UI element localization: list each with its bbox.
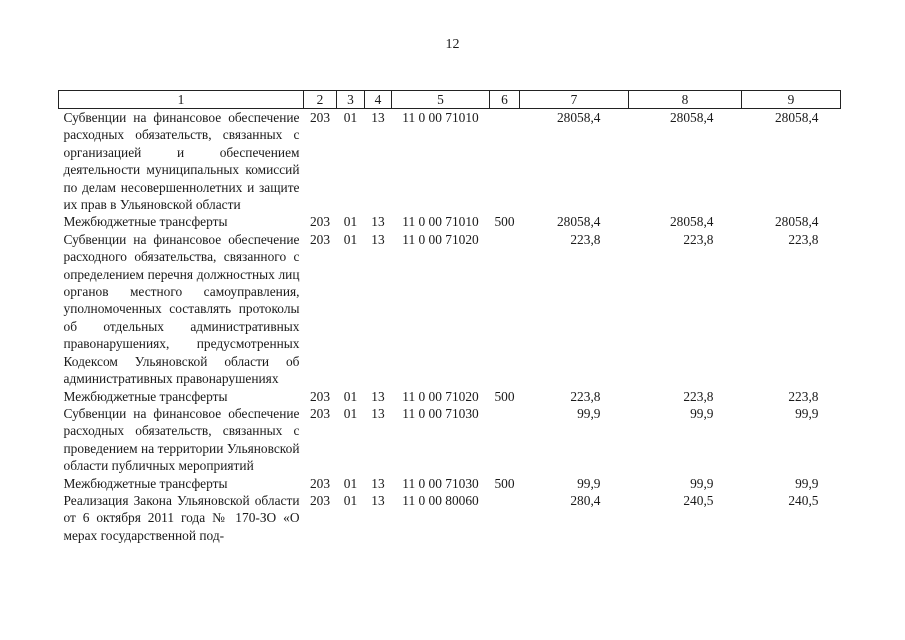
table-row — [59, 231, 841, 388]
page-number: 12 — [445, 37, 460, 52]
row-subsection-code: 13 — [371, 405, 385, 421]
row-name: Межбюджетные трансферты — [63, 214, 228, 230]
row-expense-type — [490, 231, 520, 388]
row-target-code: 11 0 00 71010 — [402, 214, 479, 230]
row-expense-type: 500 — [494, 388, 515, 404]
row-subsection-code: 13 — [371, 214, 385, 230]
table-row — [59, 405, 841, 475]
table-row — [59, 213, 841, 230]
row-expense-type — [490, 492, 520, 544]
row-target-code: 11 0 00 71010 — [402, 110, 479, 125]
row-subsection-code: 13 — [371, 110, 385, 125]
column-header-expense-type: 6 — [490, 91, 520, 109]
row-ministry-code: 203 — [309, 492, 331, 508]
column-header-target-code: 5 — [392, 91, 490, 109]
row-section-code: 01 — [343, 110, 358, 125]
row-target-code: 11 0 00 80060 — [402, 492, 479, 508]
table-row — [59, 109, 841, 214]
row-ministry-code: 203 — [309, 231, 331, 247]
row-amount-year-1: 99,9 — [577, 475, 601, 491]
row-amount-year-2: 223,8 — [683, 388, 714, 404]
row-name: Межбюджетные трансферты — [63, 475, 228, 491]
row-name: Реализация Закона Ульяновской области от 6 октября 2011 года № 170-ЗО «О мерах государственной под- — [63, 492, 300, 543]
row-amount-year-1: 223,8 — [570, 388, 601, 404]
row-name: Субвенции на финансовое обеспечение расходных обязательств, связанных с проведением на территории Ульяновской области публичных мероприятий — [63, 405, 300, 474]
row-amount-year-2: 99,9 — [690, 405, 714, 421]
row-section-code: 01 — [343, 405, 358, 421]
row-target-code: 11 0 00 71030 — [402, 405, 479, 421]
row-subsection-code: 13 — [371, 388, 385, 404]
row-target-code: 11 0 00 71030 — [402, 475, 479, 491]
row-expense-type: 500 — [494, 475, 515, 491]
row-ministry-code: 203 — [309, 405, 331, 421]
row-amount-year-1: 280,4 — [570, 492, 601, 508]
column-header-subsection: 4 — [365, 91, 392, 109]
table-header-row — [59, 91, 841, 109]
row-section-code: 01 — [343, 231, 358, 247]
table-row — [59, 492, 841, 544]
column-header-amount-year-2: 8 — [629, 91, 742, 109]
row-amount-year-1: 28058,4 — [556, 110, 601, 125]
row-ministry-code: 203 — [309, 214, 331, 230]
row-amount-year-3: 223,8 — [788, 231, 819, 247]
table-row — [59, 475, 841, 492]
row-section-code: 01 — [343, 214, 358, 230]
column-header-ministry: 2 — [304, 91, 337, 109]
row-subsection-code: 13 — [371, 475, 385, 491]
row-name: Межбюджетные трансферты — [63, 388, 228, 404]
row-amount-year-3: 99,9 — [795, 475, 819, 491]
column-header-name: 1 — [59, 91, 304, 109]
row-target-code: 11 0 00 71020 — [402, 388, 479, 404]
row-expense-type — [490, 405, 520, 475]
row-expense-type — [490, 109, 520, 214]
row-ministry-code: 203 — [309, 110, 331, 125]
column-header-amount-year-1: 7 — [520, 91, 629, 109]
row-amount-year-2: 99,9 — [690, 475, 714, 491]
row-amount-year-2: 28058,4 — [669, 214, 714, 230]
row-amount-year-2: 223,8 — [683, 231, 714, 247]
row-amount-year-2: 28058,4 — [669, 110, 714, 125]
row-amount-year-3: 240,5 — [788, 492, 819, 508]
row-subsection-code: 13 — [371, 492, 385, 508]
row-amount-year-1: 28058,4 — [556, 214, 601, 230]
table-row — [59, 388, 841, 405]
row-amount-year-3: 28058,4 — [774, 110, 819, 125]
row-section-code: 01 — [343, 492, 358, 508]
budget-table — [58, 90, 841, 544]
column-header-section: 3 — [337, 91, 365, 109]
row-amount-year-1: 99,9 — [577, 405, 601, 421]
row-ministry-code: 203 — [309, 475, 331, 491]
row-section-code: 01 — [343, 475, 358, 491]
row-amount-year-1: 223,8 — [570, 231, 601, 247]
row-amount-year-3: 99,9 — [795, 405, 819, 421]
row-amount-year-3: 223,8 — [788, 388, 819, 404]
row-subsection-code: 13 — [371, 231, 385, 247]
row-name: Субвенции на финансовое обеспечение расходного обязательства, связанного с определением перечня должностных лиц органов местного самоуправления, уполномоченных составлять протоколы об отдельных административных правонарушениях, предусмотренных Кодексом Ульяновской области об административных правонарушениях — [63, 231, 300, 387]
row-name: Субвенции на финансовое обеспечение расходных обязательств, связанных с организацией и обеспечением деятельности муниципальных комиссий по делам несовершеннолетних и защите их прав в Ульяновской области — [63, 110, 300, 213]
row-section-code: 01 — [343, 388, 358, 404]
row-ministry-code: 203 — [309, 388, 331, 404]
row-amount-year-2: 240,5 — [683, 492, 714, 508]
row-expense-type: 500 — [494, 214, 515, 230]
row-amount-year-3: 28058,4 — [774, 214, 819, 230]
column-header-amount-year-3: 9 — [742, 91, 841, 109]
row-target-code: 11 0 00 71020 — [402, 231, 479, 247]
